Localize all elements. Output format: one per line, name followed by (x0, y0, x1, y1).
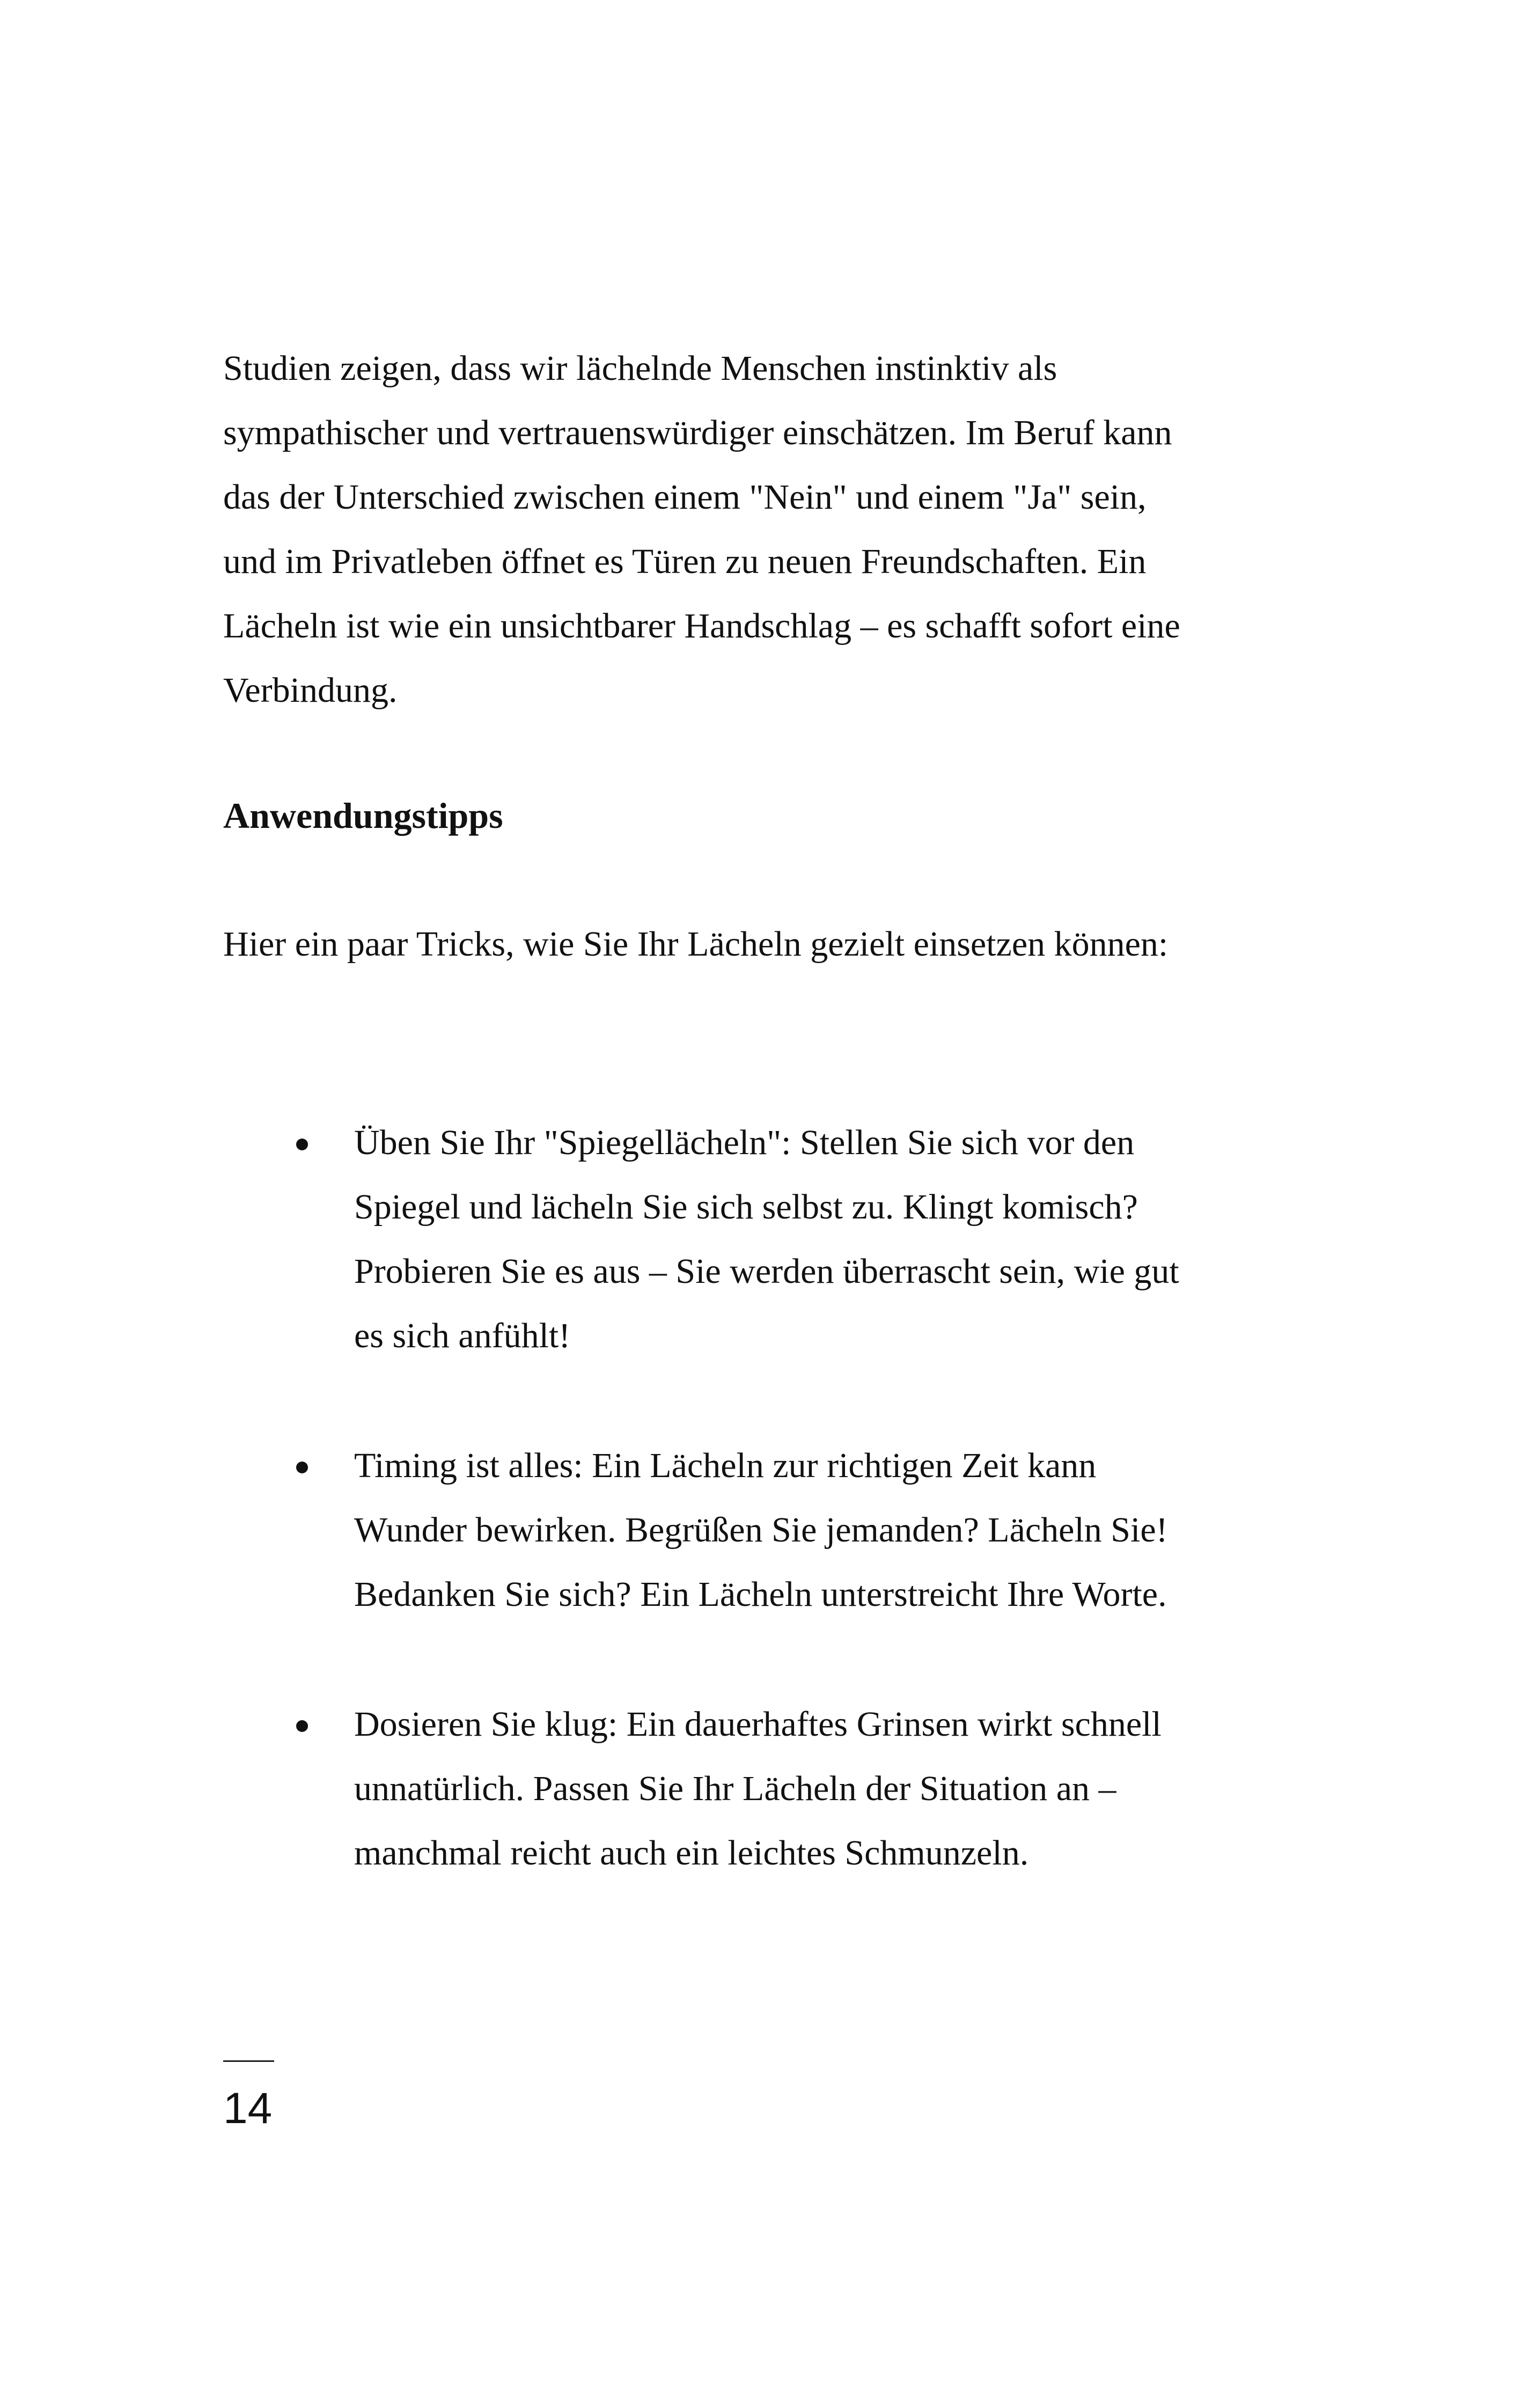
tip-item (354, 1434, 1213, 1627)
section-heading: Anwendungstipps (223, 795, 503, 836)
bullet-icon (296, 1720, 308, 1732)
page-number: 14 (223, 2084, 273, 2133)
tip-text: Üben Sie Ihr "Spiegellächeln": Stellen Sie sich vor den Spiegel und lächeln Sie sich selbst zu. Klingt komisch? Probieren Sie es aus – Sie werden überrascht sein, wie gut es sich anfühlt! (354, 1123, 1179, 1355)
bullet-icon (296, 1139, 308, 1150)
intro-paragraph: Studien zeigen, dass wir lächelnde Menschen instinktiv als sympathischer und vertrauenswürdiger einschätzen. Im Beruf kann das der Unterschied zwischen einem "Nein" und einem "Ja" sein, und im Privatleben öffnet es Türen zu neuen Freundschaften. Ein Lächeln ist wie ein unsichtbarer Handschlag – es schafft sofort eine Verbindung. (223, 349, 1180, 710)
footer-rule (223, 2060, 274, 2062)
bullet-icon (296, 1462, 308, 1473)
tip-text: Dosieren Sie klug: Ein dauerhaftes Grinsen wirkt schnell unnatürlich. Passen Sie Ihr Lächeln der Situation an – manchmal reicht auch ein leichtes Schmunzeln. (354, 1705, 1162, 1873)
tip-text: Timing ist alles: Ein Lächeln zur richtigen Zeit kann Wunder bewirken. Begrüßen Sie jemanden? Lächeln Sie! Bedanken Sie sich? Ein Lächeln unterstreicht Ihre Worte. (354, 1446, 1168, 1614)
tip-item (354, 1692, 1213, 1885)
tip-item (354, 1111, 1213, 1368)
lead-paragraph: Hier ein paar Tricks, wie Sie Ihr Lächeln gezielt einsetzen können: (223, 924, 1169, 964)
tips-list (354, 1111, 1213, 1951)
